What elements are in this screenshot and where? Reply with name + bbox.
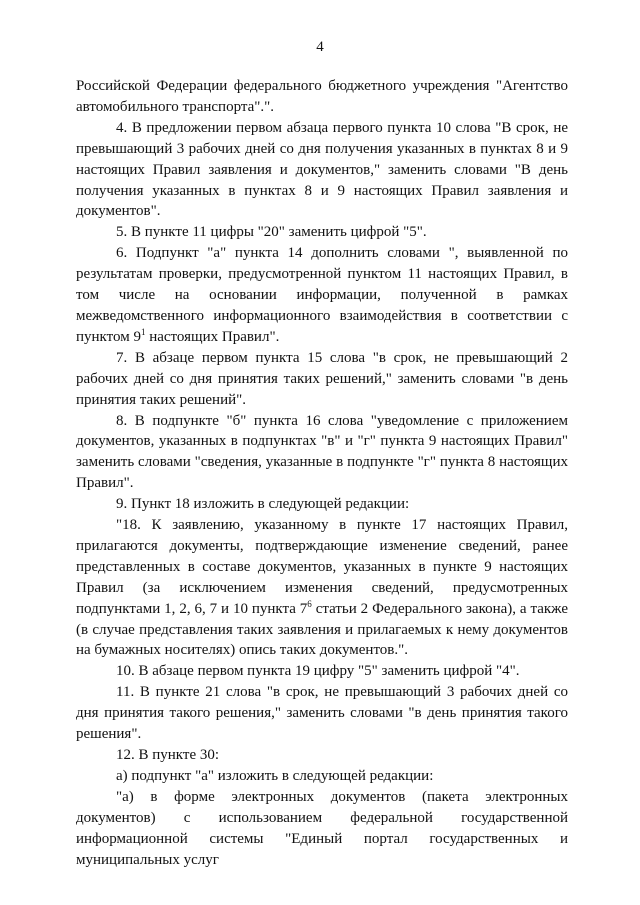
paragraph-item-10: 10. В абзаце первом пункта 19 цифру "5" заменить цифрой "4". xyxy=(116,663,520,680)
paragraph-item-6-tail: настоящих Правил". xyxy=(145,328,280,345)
document-body xyxy=(76,76,568,870)
paragraph-item-12: 12. В пункте 30: xyxy=(116,747,220,763)
paragraph-item-5: 5. В пункте 11 цифры "20" заменить цифрой "5". xyxy=(116,224,427,241)
paragraph-item-8: 8. В подпункте "б" пункта 16 слова "уведомление с приложением документов, указанных в подпунктах "в" и "г" пункта 9 настоящих Правил" заменить словами "сведения, указанные в подпункте "г" пункта 8 настоящих Правил". xyxy=(76,412,568,492)
paragraph-item-18-text: "18. К заявлению, указанному в пункте 17 настоящих Правил, прилагаются документы, подтверждающие изменение сведений, ранее представленных в составе документов, указанных в пункте 9 настоящих Правил (за исключением изменения сведений, предусмотренных подпунктами 1, 2, 6, 7 и 10 пункта 7 xyxy=(76,517,568,617)
paragraph-item-4: 4. В предложении первом абзаца первого пункта 10 слова "В срок, не превышающий 3 рабочих дней со дня получения указанных в пунктах 8 и 9 настоящих Правил заявления и документов," заменить словами "В день получения указанных в пунктах 8 и 9 настоящих Правил заявления и документов". xyxy=(76,119,568,220)
paragraph-item-7: 7. В абзаце первом пункта 15 слова "в срок, не превышающий 2 рабочих дней со дня принятия таких решений," заменить словами "в день принятия таких решений". xyxy=(76,349,568,408)
paragraph-item-18-tail: статьи 2 Федерального закона), а также (в случае представления таких заявления и прилагаемых к нему документов на бумажных носителях) опись таких документов.". xyxy=(76,600,568,659)
paragraph-continuation: Российской Федерации федерального бюджетного учреждения "Агентство автомобильного транспорта".". xyxy=(76,78,568,115)
paragraph-item-9: 9. Пункт 18 изложить в следующей редакции: xyxy=(116,496,410,513)
paragraph-item-11: 11. В пункте 21 слова "в срок, не превышающий 3 рабочих дней со дня принятия такого решения," заменить словами "в день принятия такого решения". xyxy=(76,684,568,743)
paragraph-item-18-quote xyxy=(76,515,568,661)
paragraph-subitem-a: а) подпункт "а" изложить в следующей редакции: xyxy=(116,767,434,784)
superscript-index: 1 xyxy=(140,326,146,337)
paragraph-item-6 xyxy=(76,243,568,348)
superscript-index: 6 xyxy=(307,598,312,609)
paragraph-subitem-a-quote: "а) в форме электронных документов (пакета электронных документов) с использованием федеральной государственной информационной системы "Единый портал государственных и муниципальных услуг xyxy=(76,788,568,868)
paragraph-item-6-text: 6. Подпункт "а" пункта 14 дополнить словами ", выявленной по результатам проверки, предусмотренной пунктом 11 настоящих Правил, в том числе на основании информации, полученной в рамках межведомственного информационного взаимодействия в соответствии с пунктом 9 xyxy=(76,245,568,345)
page-number: 4 xyxy=(316,39,324,55)
